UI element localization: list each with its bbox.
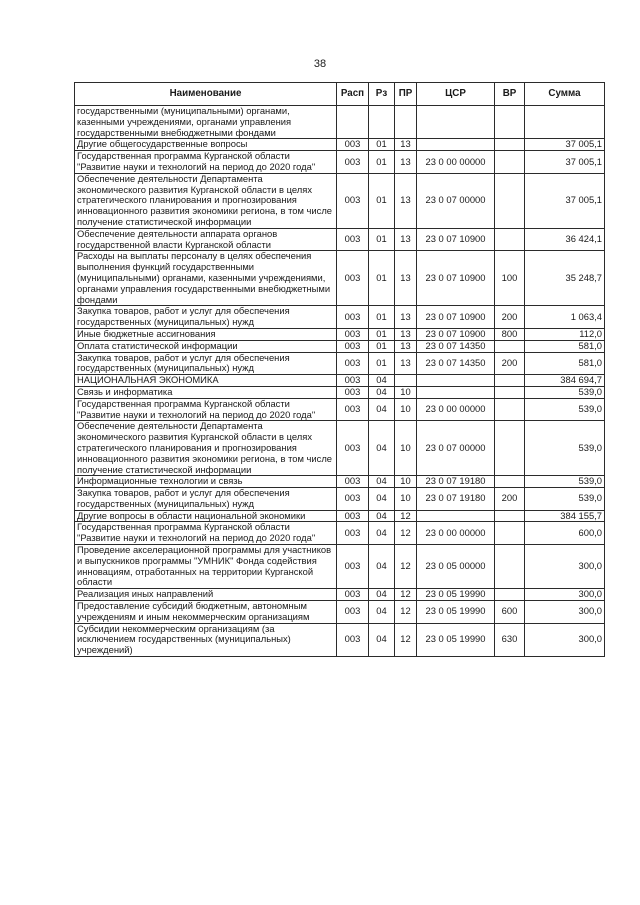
cell-rz: 04 xyxy=(369,522,395,545)
cell-csr: 23 0 07 10900 xyxy=(417,251,495,306)
cell-vr xyxy=(495,340,525,352)
cell-pr: 13 xyxy=(395,173,417,228)
cell-vr xyxy=(495,106,525,139)
cell-csr xyxy=(417,510,495,522)
cell-csr xyxy=(417,375,495,387)
cell-pr: 12 xyxy=(395,522,417,545)
cell-rz: 04 xyxy=(369,375,395,387)
cell-name: Обеспечение деятельности аппарата органов государственной власти Курганской области xyxy=(75,228,337,251)
cell-rasp: 003 xyxy=(337,352,369,375)
cell-pr: 10 xyxy=(395,421,417,476)
cell-name: Иные бюджетные ассигнования xyxy=(75,328,337,340)
cell-rz: 01 xyxy=(369,228,395,251)
cell-pr: 13 xyxy=(395,139,417,151)
table-row xyxy=(75,623,605,656)
cell-rz: 01 xyxy=(369,251,395,306)
cell-pr: 13 xyxy=(395,306,417,329)
cell-rasp: 003 xyxy=(337,476,369,488)
cell-sum: 539,0 xyxy=(525,421,605,476)
cell-pr: 13 xyxy=(395,151,417,174)
cell-vr xyxy=(495,545,525,589)
cell-rasp: 003 xyxy=(337,340,369,352)
cell-rasp: 003 xyxy=(337,306,369,329)
budget-table xyxy=(74,82,605,657)
cell-sum: 581,0 xyxy=(525,340,605,352)
cell-vr xyxy=(495,375,525,387)
cell-rasp: 003 xyxy=(337,375,369,387)
cell-sum: 35 248,7 xyxy=(525,251,605,306)
cell-vr xyxy=(495,398,525,421)
table-row xyxy=(75,545,605,589)
cell-name: НАЦИОНАЛЬНАЯ ЭКОНОМИКА xyxy=(75,375,337,387)
cell-rz: 04 xyxy=(369,398,395,421)
cell-csr: 23 0 05 00000 xyxy=(417,545,495,589)
cell-sum: 300,0 xyxy=(525,589,605,601)
cell-sum xyxy=(525,106,605,139)
cell-sum: 539,0 xyxy=(525,386,605,398)
cell-name: Закупка товаров, работ и услуг для обеспечения государственных (муниципальных) нужд xyxy=(75,306,337,329)
cell-sum: 539,0 xyxy=(525,476,605,488)
cell-sum: 36 424,1 xyxy=(525,228,605,251)
cell-csr: 23 0 05 19990 xyxy=(417,601,495,624)
header-rasp: Расп xyxy=(337,83,369,106)
cell-name: Государственная программа Курганской области "Развитие науки и технологий на период до 2020 года" xyxy=(75,151,337,174)
cell-pr: 12 xyxy=(395,545,417,589)
cell-rz: 01 xyxy=(369,328,395,340)
cell-csr xyxy=(417,106,495,139)
cell-csr: 23 0 00 00000 xyxy=(417,398,495,421)
cell-rasp: 003 xyxy=(337,328,369,340)
header-csr: ЦСР xyxy=(417,83,495,106)
cell-pr: 13 xyxy=(395,251,417,306)
header-name: Наименование xyxy=(75,83,337,106)
table-row xyxy=(75,306,605,329)
cell-vr xyxy=(495,589,525,601)
cell-rz: 04 xyxy=(369,589,395,601)
cell-name: Информационные технологии и связь xyxy=(75,476,337,488)
cell-csr: 23 0 07 14350 xyxy=(417,340,495,352)
cell-sum: 37 005,1 xyxy=(525,139,605,151)
cell-rasp: 003 xyxy=(337,601,369,624)
cell-pr: 13 xyxy=(395,340,417,352)
cell-vr xyxy=(495,228,525,251)
cell-name: Государственная программа Курганской области "Развитие науки и технологий на период до 2020 года" xyxy=(75,398,337,421)
cell-csr: 23 0 00 00000 xyxy=(417,522,495,545)
cell-name: Расходы на выплаты персоналу в целях обеспечения выполнения функций государственными (муниципальными) органами, казенными учреждениями, органами управления государственными внебюджетными фондами xyxy=(75,251,337,306)
header-sum: Сумма xyxy=(525,83,605,106)
cell-vr xyxy=(495,510,525,522)
cell-rz: 01 xyxy=(369,151,395,174)
cell-vr xyxy=(495,151,525,174)
cell-vr xyxy=(495,173,525,228)
table-row xyxy=(75,601,605,624)
cell-rasp xyxy=(337,106,369,139)
cell-vr: 600 xyxy=(495,601,525,624)
cell-rz: 01 xyxy=(369,306,395,329)
cell-vr xyxy=(495,386,525,398)
cell-csr: 23 0 05 19990 xyxy=(417,589,495,601)
table-row xyxy=(75,522,605,545)
cell-rasp: 003 xyxy=(337,139,369,151)
table-row xyxy=(75,251,605,306)
cell-sum: 112,0 xyxy=(525,328,605,340)
cell-pr: 12 xyxy=(395,510,417,522)
cell-sum: 300,0 xyxy=(525,601,605,624)
cell-csr xyxy=(417,386,495,398)
cell-pr: 13 xyxy=(395,228,417,251)
cell-name: Закупка товаров, работ и услуг для обеспечения государственных (муниципальных) нужд xyxy=(75,488,337,511)
cell-rasp: 003 xyxy=(337,589,369,601)
cell-pr: 10 xyxy=(395,398,417,421)
table-row xyxy=(75,589,605,601)
cell-csr: 23 0 07 10900 xyxy=(417,306,495,329)
cell-name: Связь и информатика xyxy=(75,386,337,398)
cell-rz: 04 xyxy=(369,476,395,488)
table-row xyxy=(75,173,605,228)
cell-pr xyxy=(395,375,417,387)
cell-rz: 04 xyxy=(369,601,395,624)
cell-sum: 300,0 xyxy=(525,623,605,656)
cell-rasp: 003 xyxy=(337,421,369,476)
cell-vr: 200 xyxy=(495,306,525,329)
cell-rz: 04 xyxy=(369,510,395,522)
cell-csr: 23 0 07 10900 xyxy=(417,328,495,340)
cell-rz: 04 xyxy=(369,623,395,656)
cell-pr: 13 xyxy=(395,352,417,375)
table-row xyxy=(75,375,605,387)
cell-rasp: 003 xyxy=(337,173,369,228)
cell-rz: 01 xyxy=(369,340,395,352)
page-number: 38 xyxy=(313,58,327,70)
cell-pr: 10 xyxy=(395,476,417,488)
cell-rasp: 003 xyxy=(337,386,369,398)
cell-pr: 12 xyxy=(395,601,417,624)
cell-rz: 01 xyxy=(369,352,395,375)
cell-name: Обеспечение деятельности Департамента экономического развития Курганской области в целях стратегического планирования и прогнозирования инновационного развития экономики региона, в том числе получение статистической информации xyxy=(75,421,337,476)
cell-vr xyxy=(495,476,525,488)
cell-sum: 539,0 xyxy=(525,398,605,421)
table-row xyxy=(75,421,605,476)
cell-csr: 23 0 07 19180 xyxy=(417,476,495,488)
cell-sum: 539,0 xyxy=(525,488,605,511)
cell-rasp: 003 xyxy=(337,623,369,656)
cell-sum: 600,0 xyxy=(525,522,605,545)
table-row xyxy=(75,476,605,488)
cell-pr: 10 xyxy=(395,386,417,398)
table-row xyxy=(75,386,605,398)
cell-pr xyxy=(395,106,417,139)
cell-vr: 200 xyxy=(495,352,525,375)
cell-rz xyxy=(369,106,395,139)
cell-name: Закупка товаров, работ и услуг для обеспечения государственных (муниципальных) нужд xyxy=(75,352,337,375)
cell-vr xyxy=(495,421,525,476)
cell-name: Другие общегосударственные вопросы xyxy=(75,139,337,151)
cell-sum: 300,0 xyxy=(525,545,605,589)
cell-csr: 23 0 07 00000 xyxy=(417,421,495,476)
cell-name: Проведение акселерационной программы для участников и выпускников программы "УМНИК" Фонда содействия инновациям, отработанных на территории Курганской области xyxy=(75,545,337,589)
table-row xyxy=(75,340,605,352)
cell-csr xyxy=(417,139,495,151)
cell-pr: 10 xyxy=(395,488,417,511)
table-row xyxy=(75,228,605,251)
table-row xyxy=(75,510,605,522)
table-row xyxy=(75,106,605,139)
cell-rasp: 003 xyxy=(337,510,369,522)
table-row xyxy=(75,488,605,511)
cell-rasp: 003 xyxy=(337,228,369,251)
table-row xyxy=(75,139,605,151)
cell-rz: 04 xyxy=(369,488,395,511)
cell-pr: 12 xyxy=(395,623,417,656)
cell-name: Другие вопросы в области национальной экономики xyxy=(75,510,337,522)
cell-vr: 100 xyxy=(495,251,525,306)
table-row xyxy=(75,151,605,174)
cell-rz: 04 xyxy=(369,421,395,476)
cell-pr: 12 xyxy=(395,589,417,601)
table-row xyxy=(75,328,605,340)
cell-csr: 23 0 07 19180 xyxy=(417,488,495,511)
cell-csr: 23 0 07 10900 xyxy=(417,228,495,251)
table-body xyxy=(75,106,605,657)
cell-pr: 13 xyxy=(395,328,417,340)
cell-rz: 04 xyxy=(369,386,395,398)
cell-sum: 37 005,1 xyxy=(525,151,605,174)
cell-csr: 23 0 05 19990 xyxy=(417,623,495,656)
cell-sum: 1 063,4 xyxy=(525,306,605,329)
cell-rasp: 003 xyxy=(337,151,369,174)
cell-rasp: 003 xyxy=(337,398,369,421)
cell-rasp: 003 xyxy=(337,545,369,589)
cell-name: Предоставление субсидий бюджетным, автономным учреждениям и иным некоммерческим организациям xyxy=(75,601,337,624)
cell-rasp: 003 xyxy=(337,488,369,511)
cell-name: Субсидии некоммерческим организациям (за исключением государственных (муниципальных) учреждений) xyxy=(75,623,337,656)
cell-sum: 384 694,7 xyxy=(525,375,605,387)
cell-vr: 630 xyxy=(495,623,525,656)
cell-rz: 04 xyxy=(369,545,395,589)
cell-sum: 37 005,1 xyxy=(525,173,605,228)
cell-rasp: 003 xyxy=(337,251,369,306)
header-pr: ПР xyxy=(395,83,417,106)
cell-vr: 200 xyxy=(495,488,525,511)
cell-name: государственными (муниципальными) органами, казенными учреждениями, органами управления государственными внебюджетными фондами xyxy=(75,106,337,139)
cell-name: Обеспечение деятельности Департамента экономического развития Курганской области в целях стратегического планирования и прогнозирования инновационного развития экономики региона, в том числе получение статистической информации xyxy=(75,173,337,228)
table-header-row xyxy=(75,83,605,106)
cell-rz: 01 xyxy=(369,173,395,228)
header-vr: ВР xyxy=(495,83,525,106)
cell-name: Реализация иных направлений xyxy=(75,589,337,601)
cell-sum: 581,0 xyxy=(525,352,605,375)
header-rz: Рз xyxy=(369,83,395,106)
cell-rz: 01 xyxy=(369,139,395,151)
cell-vr: 800 xyxy=(495,328,525,340)
table-row xyxy=(75,398,605,421)
table-row xyxy=(75,352,605,375)
cell-name: Государственная программа Курганской области "Развитие науки и технологий на период до 2020 года" xyxy=(75,522,337,545)
cell-sum: 384 155,7 xyxy=(525,510,605,522)
cell-vr xyxy=(495,522,525,545)
cell-vr xyxy=(495,139,525,151)
cell-rasp: 003 xyxy=(337,522,369,545)
cell-csr: 23 0 07 14350 xyxy=(417,352,495,375)
cell-csr: 23 0 00 00000 xyxy=(417,151,495,174)
cell-name: Оплата статистической информации xyxy=(75,340,337,352)
cell-csr: 23 0 07 00000 xyxy=(417,173,495,228)
